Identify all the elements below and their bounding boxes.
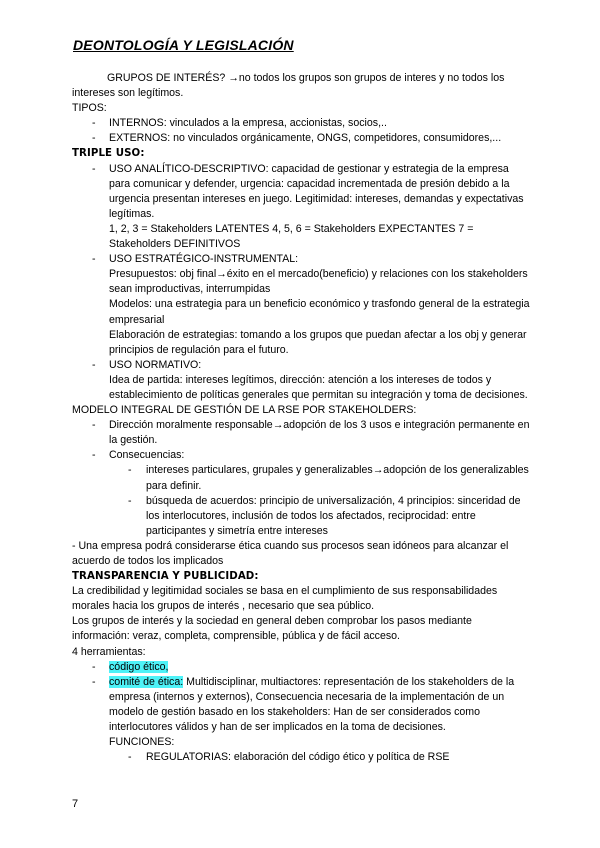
- section-heading-triple-uso: TRIPLE USO:: [72, 148, 145, 160]
- analitico-extra: 1, 2, 3 = Stakeholders LATENTES 4, 5, 6 = Stakeholders EXPECTANTES 7 = Stakeholders DEFINITIVOS: [109, 222, 474, 251]
- herramientas-label: 4 herramientas:: [72, 645, 146, 658]
- document-body: [72, 71, 530, 765]
- funciones-list: [109, 750, 530, 765]
- document-title: DEONTOLOGÍA Y LEGISLACIÓN: [73, 37, 294, 53]
- triple-uso-list: [72, 162, 530, 404]
- modelo-nota: - Una empresa podrá considerarse ética cuando sus procesos sean idóneos para alcanzar el acuerdo de todos los implicados: [72, 539, 509, 567]
- estrategico-title: - USO ESTRATÉGICO-INSTRUMENTAL:: [109, 253, 299, 266]
- tipos-list: [72, 116, 530, 146]
- intro-paragraph: GRUPOS DE INTERÉS? →no todos los grupos son grupos de interes y no todos los intereses son legítimos.: [72, 72, 505, 100]
- list-item-estrategico: [72, 252, 530, 358]
- list-item: - búsqueda de acuerdos: principio de universalización, 4 principios: sinceridad de los interlocutores, inclusión de todos los afectados, reciprocidad: entre participantes y simetría entre intereses: [109, 494, 530, 539]
- list-item-codigo: [72, 660, 530, 675]
- comite-text: Multidisciplinar, multiactores: representación de los stakeholders de la empresa (internos y externos), Consecuencia necesaria de la implementación de un modelo de gestión basado en los stakeholders: Han de ser considerados como interlocutores válidos y han de ser implicados en la toma de decisiones.: [109, 675, 515, 734]
- normativo-text: Idea de partida: intereses legítimos, dirección: atención a los intereses de todos y establecimiento de políticas generales que permitan su integración y toma de decisiones.: [109, 373, 528, 401]
- highlighted-text: código ético,: [109, 660, 169, 673]
- section-heading-transparencia: TRANSPARENCIA Y PUBLICIDAD:: [72, 571, 259, 583]
- estrategico-modelos: Modelos: una estrategia para un beneficio económico y trasfondo general de la estrategia empresarial: [109, 298, 530, 326]
- list-item: - EXTERNOS: no vinculados orgánicamente, ONGS, competidores, consumidores,...: [72, 131, 530, 146]
- list-item: - intereses particulares, grupales y generalizables→adopción de los generalizables para definir.: [109, 463, 530, 493]
- transparencia-paragraph-2: Los grupos de interés y la sociedad en general deben comprobar los pasos mediante información: veraz, completa, comprensible, pública y de fácil acceso.: [72, 615, 472, 643]
- list-item: - REGULATORIAS: elaboración del código ético y política de RSE: [109, 750, 530, 765]
- modelo-list: [72, 418, 530, 539]
- transparencia-paragraph-1: La credibilidad y legitimidad sociales se basa en el cumplimiento de sus responsabilidades morales hacia los grupos de interés , necesario que sea público.: [72, 585, 498, 613]
- consecuencias-list: [109, 463, 530, 538]
- list-item: - INTERNOS: vinculados a la empresa, accionistas, socios,..: [72, 116, 530, 131]
- estrategico-presupuestos: Presupuestos: obj final→éxito en el mercado(beneficio) y relaciones con los stakeholders sean improductivas, interrumpidas: [109, 268, 528, 296]
- tipos-label: TIPOS:: [72, 102, 107, 115]
- estrategico-elaboracion: Elaboración de estrategias: tomando a los grupos que puedan afectar a los obj y generar principios de regulación para el futuro.: [109, 328, 527, 356]
- list-item-consecuencias: [72, 448, 530, 539]
- list-item-normativo: [72, 358, 530, 403]
- normativo-title: - USO NORMATIVO:: [109, 358, 202, 371]
- list-item-comite: [72, 675, 530, 766]
- list-item-direccion: - Dirección moralmente responsable→adopción de los 3 usos e integración permanente en la gestión.: [72, 418, 530, 448]
- analitico-text: - USO ANALÍTICO-DESCRIPTIVO: capacidad de gestionar y estrategia de la empresa para comunicar y defender, urgencia: capacidad incrementada de presión debido a la urgencia presentan intereses en juego. Legitimidad: intereses, demandas y expectativas legítimas.: [109, 162, 524, 220]
- consecuencias-label: - Consecuencias:: [109, 449, 185, 462]
- section-heading-modelo: MODELO INTEGRAL DE GESTIÓN DE LA RSE POR STAKEHOLDERS:: [72, 404, 417, 417]
- funciones-label: FUNCIONES:: [109, 736, 175, 749]
- herramientas-list: [72, 660, 530, 766]
- list-item-analitico: [72, 162, 530, 253]
- page-number: 7: [72, 798, 79, 810]
- highlighted-text: comité de ética:: [109, 675, 184, 688]
